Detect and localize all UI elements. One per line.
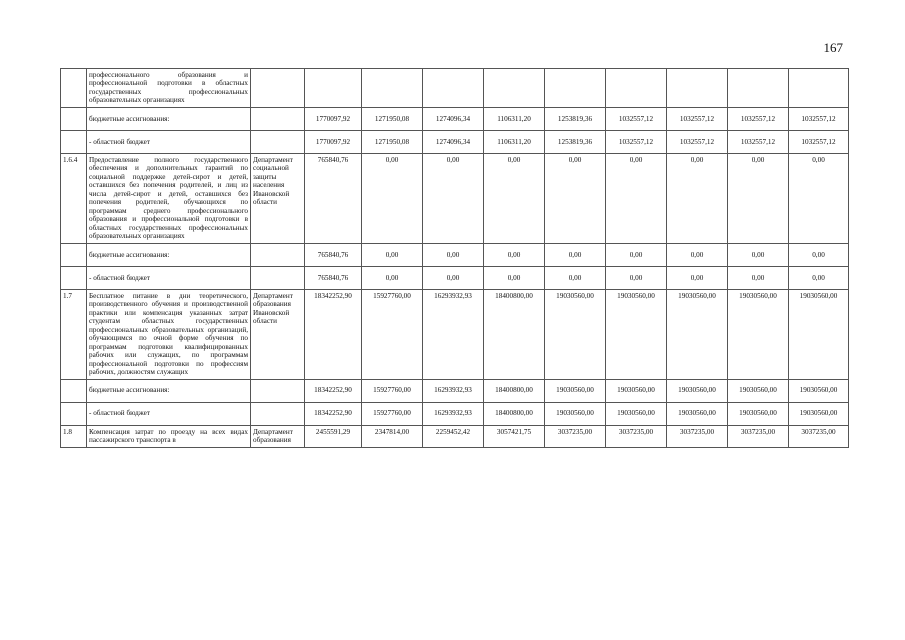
value-cell: 1032557,12 [789, 107, 849, 130]
value-cell [305, 69, 362, 108]
value-cell: 19030560,00 [606, 402, 667, 425]
executor-cell [251, 130, 305, 153]
value-cell: 1032557,12 [728, 107, 789, 130]
budget-label-cell: - областной бюджет [87, 130, 251, 153]
value-cell: 3037235,00 [667, 425, 728, 447]
value-cell: 765840,76 [305, 266, 362, 289]
value-cell: 19030560,00 [545, 379, 606, 402]
value-cell: 1770097,92 [305, 130, 362, 153]
page-number: 167 [823, 40, 843, 55]
value-cell: 0,00 [667, 243, 728, 266]
budget-label-cell: бюджетные ассигнования: [87, 379, 251, 402]
value-cell: 1106311,20 [484, 130, 545, 153]
value-cell [606, 69, 667, 108]
row-number-cell: 1.8 [61, 425, 87, 447]
value-cell: 19030560,00 [606, 289, 667, 379]
budget-label-cell: - областной бюджет [87, 266, 251, 289]
value-cell: 19030560,00 [789, 379, 849, 402]
value-cell: 0,00 [606, 243, 667, 266]
value-cell: 19030560,00 [606, 379, 667, 402]
row-number-cell [61, 402, 87, 425]
table-row-item [61, 153, 849, 243]
value-cell [667, 69, 728, 108]
table-row-item [61, 69, 849, 108]
row-number-cell: 1.7 [61, 289, 87, 379]
value-cell: 0,00 [667, 266, 728, 289]
value-cell: 1274096,34 [423, 130, 484, 153]
value-cell: 0,00 [728, 243, 789, 266]
row-number-cell [61, 379, 87, 402]
activity-name-cell: Бесплатное питание в дни теоретического, производственного обучения и производственной практики или компенсация указанных затрат студентам областных государственных профессиональных образовательных организаций, обучающимся по очной форме обучения по программам подготовки квалифицированных рабочих или служащих, по программам профессиональной подготовки по профессиям рабочих, должностям служащих [87, 289, 251, 379]
row-number-cell [61, 107, 87, 130]
table-row-summary [61, 266, 849, 289]
executor-cell: Департамент образования Ивановской области [251, 289, 305, 379]
value-cell: 1253819,36 [545, 130, 606, 153]
executor-cell [251, 243, 305, 266]
value-cell: 0,00 [484, 243, 545, 266]
budget-label-cell: бюджетные ассигнования: [87, 243, 251, 266]
value-cell: 0,00 [667, 153, 728, 243]
value-cell: 3037235,00 [789, 425, 849, 447]
value-cell: 19030560,00 [728, 289, 789, 379]
value-cell: 765840,76 [305, 153, 362, 243]
activity-name-cell: профессионального образования и профессиональной подготовки в областных государственных профессиональных образовательных организациях [87, 69, 251, 108]
table-row-item [61, 289, 849, 379]
value-cell: 3057421,75 [484, 425, 545, 447]
value-cell: 1253819,36 [545, 107, 606, 130]
value-cell: 765840,76 [305, 243, 362, 266]
value-cell: 16293932,93 [423, 289, 484, 379]
value-cell: 1274096,34 [423, 107, 484, 130]
value-cell: 15927760,00 [362, 289, 423, 379]
value-cell: 1106311,20 [484, 107, 545, 130]
activity-name-cell: Компенсация затрат по проезду на всех видах пассажирского транспорта в [87, 425, 251, 447]
value-cell: 0,00 [362, 266, 423, 289]
table-row-summary [61, 379, 849, 402]
value-cell: 0,00 [423, 243, 484, 266]
value-cell: 2259452,42 [423, 425, 484, 447]
table-row-item [61, 425, 849, 447]
value-cell: 15927760,00 [362, 379, 423, 402]
executor-cell [251, 69, 305, 108]
value-cell: 19030560,00 [667, 402, 728, 425]
value-cell: 19030560,00 [789, 402, 849, 425]
value-cell [484, 69, 545, 108]
value-cell: 1271950,08 [362, 130, 423, 153]
table-row-summary [61, 107, 849, 130]
executor-cell [251, 266, 305, 289]
value-cell: 1032557,12 [606, 107, 667, 130]
value-cell: 19030560,00 [789, 289, 849, 379]
budget-label-cell: - областной бюджет [87, 402, 251, 425]
value-cell: 1032557,12 [667, 130, 728, 153]
value-cell: 0,00 [545, 266, 606, 289]
row-number-cell [61, 266, 87, 289]
value-cell: 18400800,00 [484, 379, 545, 402]
row-number-cell [61, 243, 87, 266]
activity-name-cell: Предоставление полного государственного обеспечения и дополнительных гарантий по социальной поддержке детей-сирот и детей, оставшихся без попечения родителей, и лиц из числа детей-сирот и детей, оставшихся без попечения родителей, обучающихся по программам среднего профессионального образования и профессиональной подготовки в областных государственных профессиональных образовательных организациях [87, 153, 251, 243]
value-cell: 1770097,92 [305, 107, 362, 130]
value-cell: 2455591,29 [305, 425, 362, 447]
value-cell: 16293932,93 [423, 379, 484, 402]
value-cell: 19030560,00 [545, 289, 606, 379]
value-cell: 3037235,00 [606, 425, 667, 447]
value-cell: 0,00 [789, 153, 849, 243]
value-cell: 1032557,12 [667, 107, 728, 130]
value-cell: 0,00 [606, 266, 667, 289]
executor-cell [251, 402, 305, 425]
executor-cell: Департамент социальной защиты населения Ивановской области [251, 153, 305, 243]
value-cell [545, 69, 606, 108]
budget-table [60, 68, 849, 448]
value-cell: 0,00 [484, 153, 545, 243]
value-cell: 0,00 [728, 266, 789, 289]
value-cell: 19030560,00 [728, 402, 789, 425]
value-cell: 0,00 [362, 153, 423, 243]
value-cell: 19030560,00 [728, 379, 789, 402]
value-cell: 3037235,00 [728, 425, 789, 447]
value-cell: 18400800,00 [484, 402, 545, 425]
value-cell: 2347814,00 [362, 425, 423, 447]
value-cell [728, 69, 789, 108]
budget-label-cell: бюджетные ассигнования: [87, 107, 251, 130]
value-cell: 0,00 [362, 243, 423, 266]
value-cell: 16293932,93 [423, 402, 484, 425]
value-cell: 18342252,90 [305, 402, 362, 425]
row-number-cell: 1.6.4 [61, 153, 87, 243]
value-cell: 0,00 [606, 153, 667, 243]
value-cell: 1032557,12 [728, 130, 789, 153]
value-cell: 0,00 [423, 153, 484, 243]
value-cell [789, 69, 849, 108]
value-cell: 19030560,00 [667, 379, 728, 402]
value-cell: 18342252,90 [305, 289, 362, 379]
value-cell: 0,00 [484, 266, 545, 289]
value-cell: 0,00 [789, 243, 849, 266]
table-row-summary [61, 243, 849, 266]
value-cell: 0,00 [789, 266, 849, 289]
row-number-cell [61, 69, 87, 108]
value-cell: 0,00 [545, 243, 606, 266]
value-cell [423, 69, 484, 108]
value-cell: 0,00 [423, 266, 484, 289]
table-row-summary [61, 130, 849, 153]
row-number-cell [61, 130, 87, 153]
value-cell [362, 69, 423, 108]
executor-cell: Департамент образования [251, 425, 305, 447]
value-cell: 0,00 [545, 153, 606, 243]
value-cell: 18342252,90 [305, 379, 362, 402]
value-cell: 19030560,00 [667, 289, 728, 379]
value-cell: 0,00 [728, 153, 789, 243]
value-cell: 18400800,00 [484, 289, 545, 379]
value-cell: 1032557,12 [606, 130, 667, 153]
value-cell: 1271950,08 [362, 107, 423, 130]
executor-cell [251, 107, 305, 130]
value-cell: 1032557,12 [789, 130, 849, 153]
table-row-summary [61, 402, 849, 425]
executor-cell [251, 379, 305, 402]
value-cell: 3037235,00 [545, 425, 606, 447]
value-cell: 19030560,00 [545, 402, 606, 425]
value-cell: 15927760,00 [362, 402, 423, 425]
